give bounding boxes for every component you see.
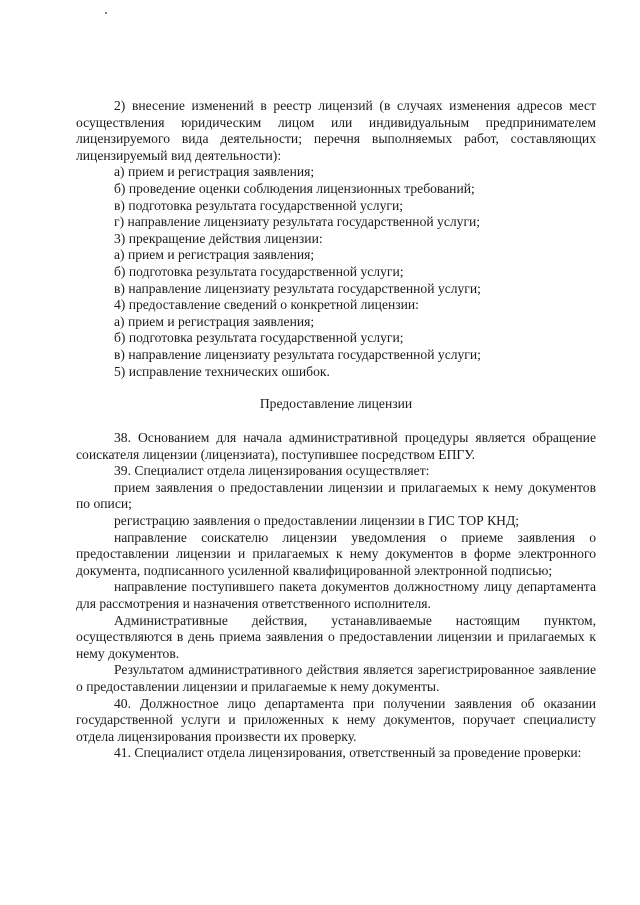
paragraph-39-item-4: направление поступившего пакета документов должностному лицу департамента для рассмотрения и назначения ответственного исполнителя. (76, 579, 596, 611)
scan-speck (105, 12, 107, 14)
list-item: б) подготовка результата государственной услуги; (114, 263, 404, 279)
paragraph-39-item-1: прием заявления о предоставлении лицензии и прилагаемых к нему документов по описи; (76, 479, 596, 512)
list-item: 3) прекращение действия лицензии: (114, 230, 323, 246)
paragraph-41: 41. Специалист отдела лицензирования, ответственный за проведение проверки: (114, 745, 582, 761)
paragraph-38: 38. Основанием для начала административной процедуры является обращение соискателя лицензии (лицензиата), поступившее посредством ЕПГУ. (76, 430, 596, 462)
paragraph-40: 40. Должностное лицо департамента при получении заявления об оказании государственной услуги и приложенных к нему документов, поручает специалисту отдела лицензирования произвести их проверку. (76, 695, 596, 744)
list-item: а) прием и регистрация заявления; (114, 247, 315, 263)
paragraph-39-item-2: регистрацию заявления о предоставлении лицензии в ГИС ТОР КНД; (114, 512, 520, 528)
list-item: в) подготовка результата государственной услуги; (114, 197, 403, 213)
list-item: 4) предоставление сведений о конкретной лицензии: (114, 297, 419, 313)
paragraph-admin-result: Результатом административного действия является зарегистрированное заявление о предоставлении лицензии и прилагаемые к нему документы. (76, 662, 596, 694)
list-item: в) направление лицензиату результата государственной услуги; (114, 280, 481, 296)
body-block (76, 430, 596, 762)
list-intro-paragraph: 2) внесение изменений в реестр лицензий (в случаях изменения адресов мест осуществления юридическим лицом или индивидуальным предпринимателем лицензируемого вида деятельности; перечня выполняемых работ, составляющих лицензируемый вид деятельности): (76, 98, 596, 163)
section-title: Предоставление лицензии (259, 396, 413, 411)
list-item: 5) исправление технических ошибок. (114, 363, 330, 379)
list-item: в) направление лицензиату результата государственной услуги; (114, 346, 481, 362)
paragraph-admin-actions: Административные действия, устанавливаемые настоящим пунктом, осуществляются в день приема заявления о предоставлении лицензии и прилагаемых к нему документов. (76, 612, 596, 661)
list-item: а) прием и регистрация заявления; (114, 313, 315, 329)
list-block (76, 98, 596, 380)
paragraph-39-item-3: направление соискателю лицензии уведомления о приеме заявления о предоставлении лицензии и прилагаемых к нему документов в форме электронного документа, подписанного усиленной квалифицированной электронной подписью; (76, 529, 596, 578)
list-item: б) проведение оценки соблюдения лицензионных требований; (114, 180, 475, 196)
list-item: г) направление лицензиату результата государственной услуги; (114, 214, 481, 230)
list-item: а) прием и регистрация заявления; (114, 164, 315, 180)
paragraph-39: 39. Специалист отдела лицензирования осуществляет: (114, 463, 430, 479)
list-item: б) подготовка результата государственной услуги; (114, 330, 404, 346)
